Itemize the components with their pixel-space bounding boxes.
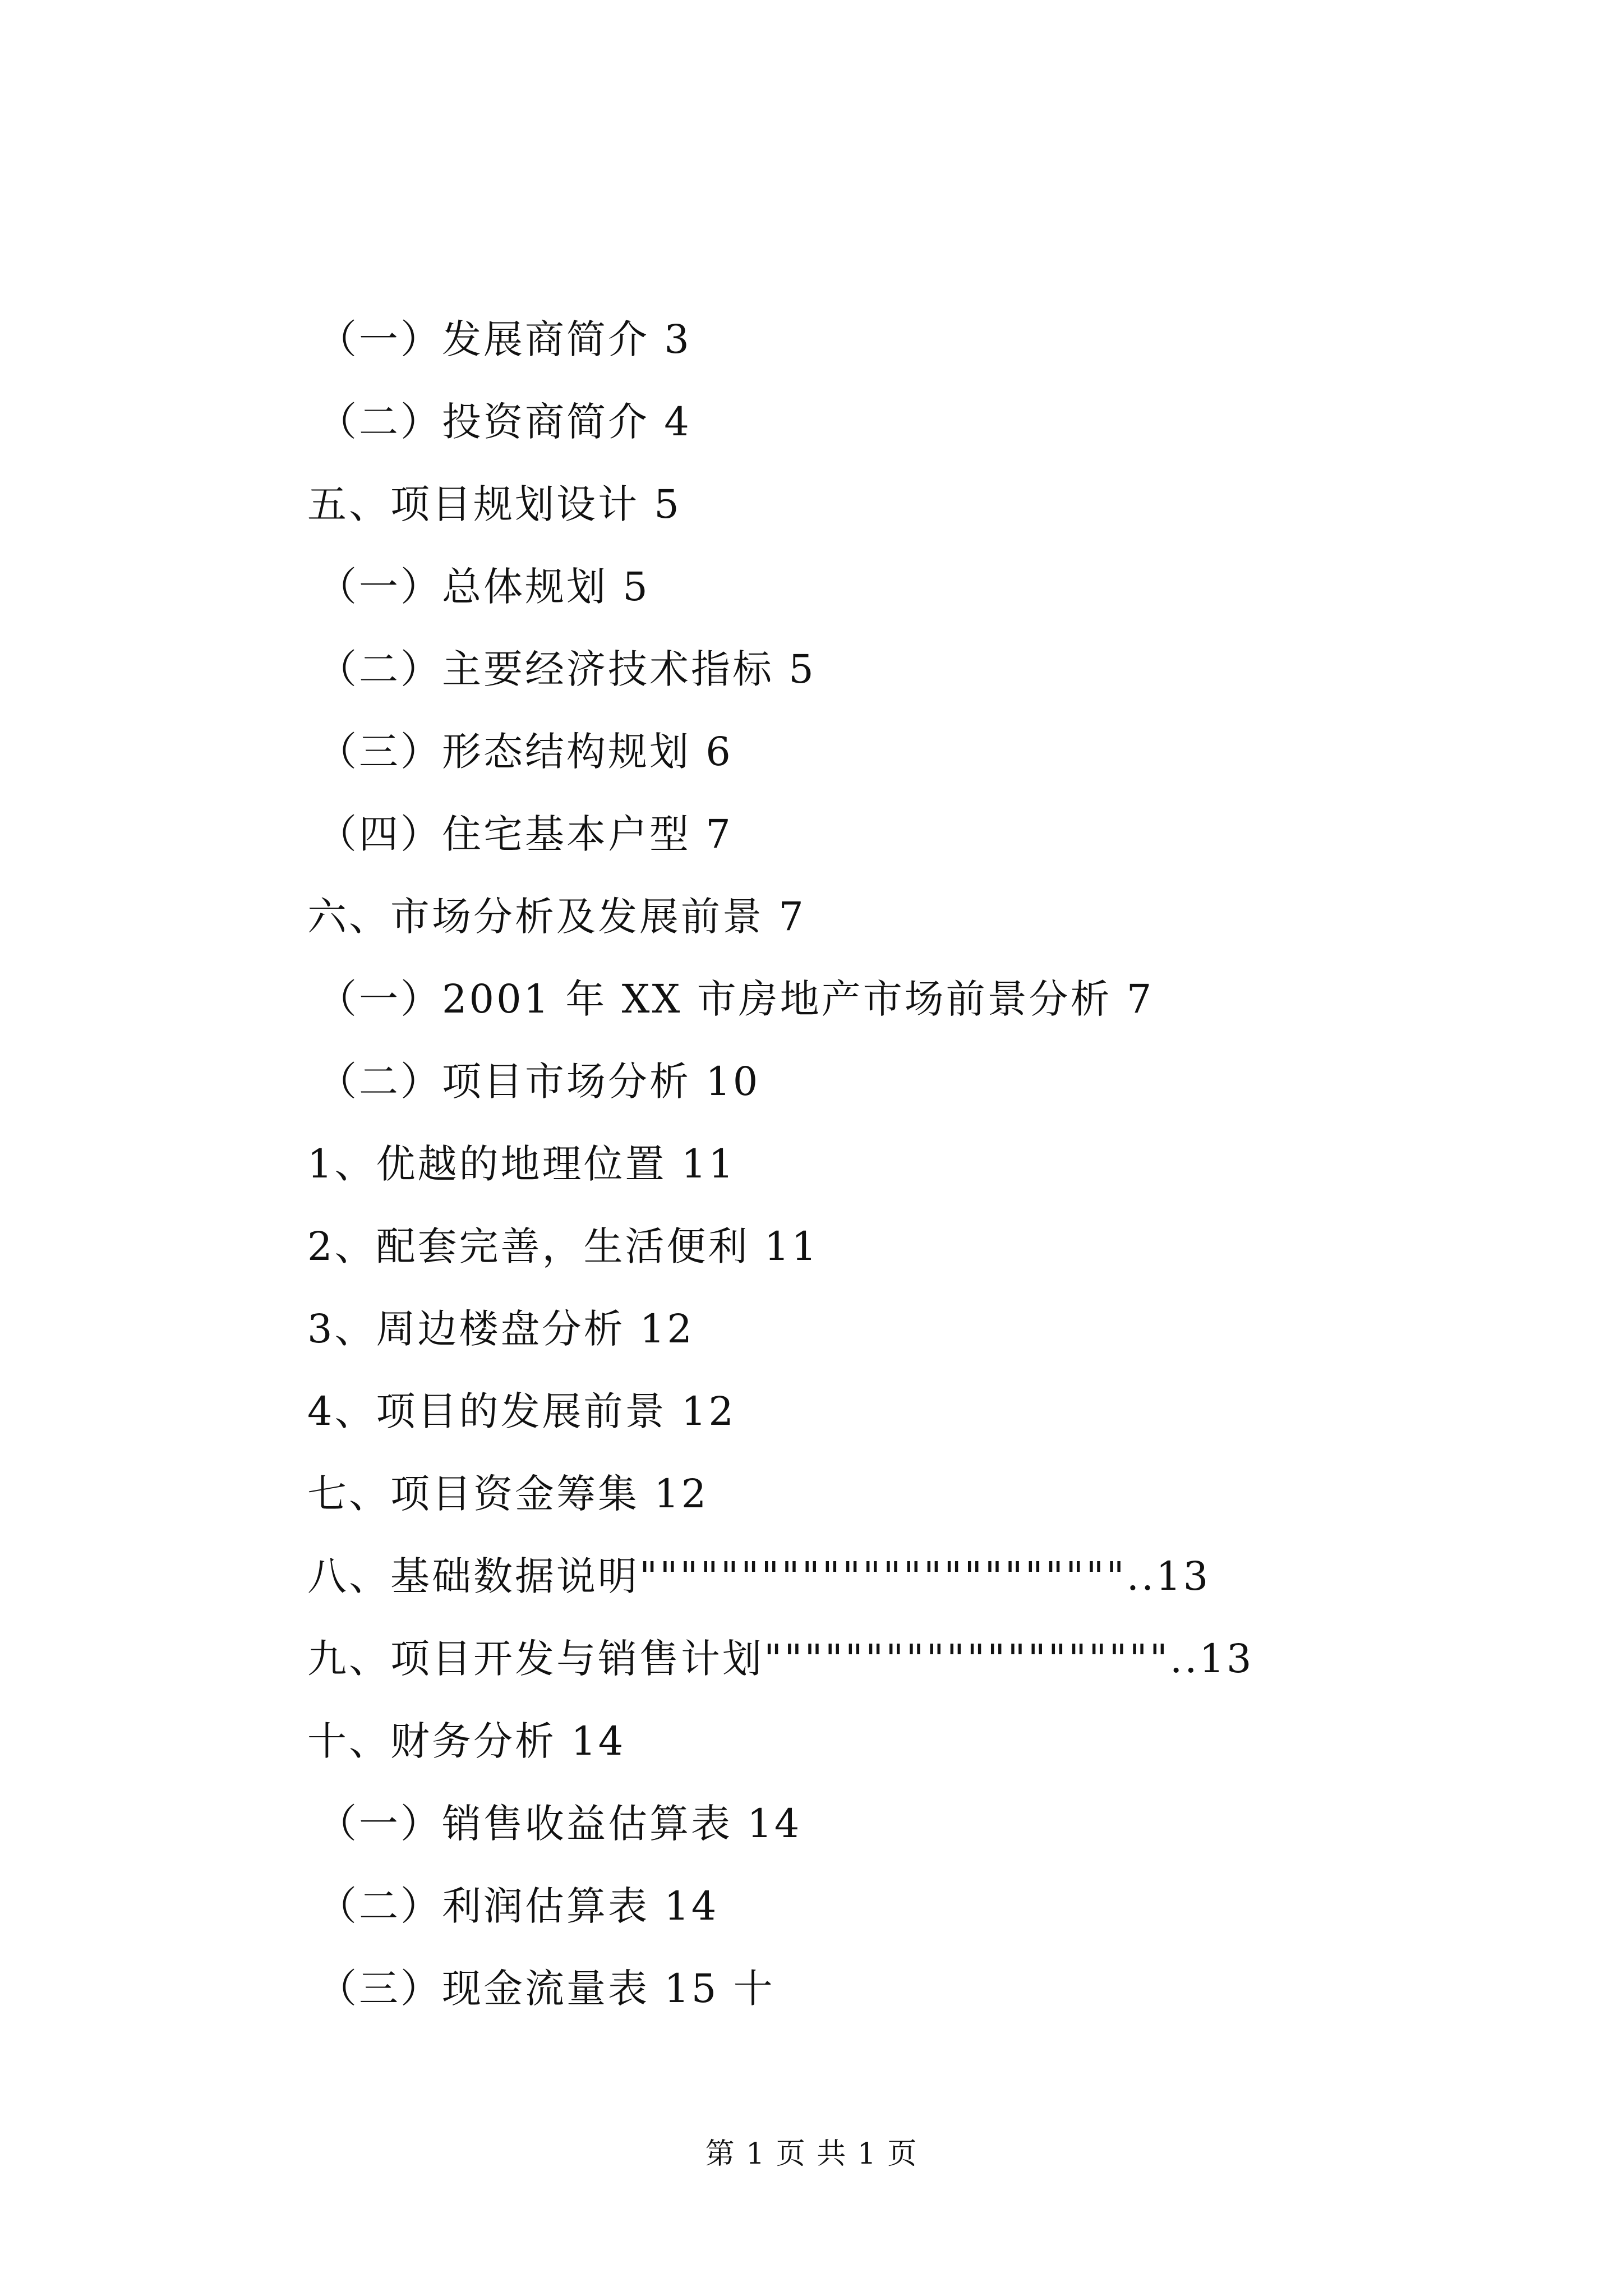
toc-line: 3、周边楼盘分析 12 (307, 1306, 694, 1352)
table-of-contents (307, 306, 1541, 2037)
toc-line: 七、项目资金筹集 12 (307, 1471, 709, 1517)
toc-line: 4、项目的发展前景 12 (307, 1388, 736, 1434)
toc-line: （一）总体规划 5 (317, 564, 650, 610)
toc-line: （二）投资商简介 4 (317, 399, 691, 445)
toc-line: 十、财务分析 14 (307, 1718, 626, 1764)
toc-line: （四）住宅基本户型 7 (317, 811, 733, 857)
toc-line: 1、优越的地理位置 11 (307, 1141, 736, 1187)
toc-line: 2、配套完善，生活便利 11 (307, 1223, 819, 1269)
toc-line: （二）利润估算表 14 (317, 1883, 719, 1929)
toc-line: （一）销售收益估算表 14 (317, 1801, 802, 1847)
toc-line: （三）形态结构规划 6 (317, 729, 733, 775)
toc-line: （一）2001 年 XX 市房地产市场前景分析 7 (317, 976, 1154, 1022)
toc-line: （三）现金流量表 15 十 (317, 1966, 775, 2012)
toc-line: （二）项目市场分析 10 (317, 1059, 760, 1105)
toc-line: 六、市场分析及发展前景 7 (307, 894, 806, 940)
toc-line: 八、基础数据说明""""""""""""""""""""""""..13 (307, 1553, 1211, 1599)
toc-line: 五、项目规划设计 5 (307, 481, 681, 527)
toc-line: 九、项目开发与销售计划""""""""""""""""""""..13 (307, 1636, 1254, 1682)
page-number-footer: 第 1 页 共 1 页 (705, 2137, 918, 2171)
toc-line: （二）主要经济技术指标 5 (317, 646, 816, 692)
toc-line: （一）发展商简介 3 (317, 316, 691, 362)
